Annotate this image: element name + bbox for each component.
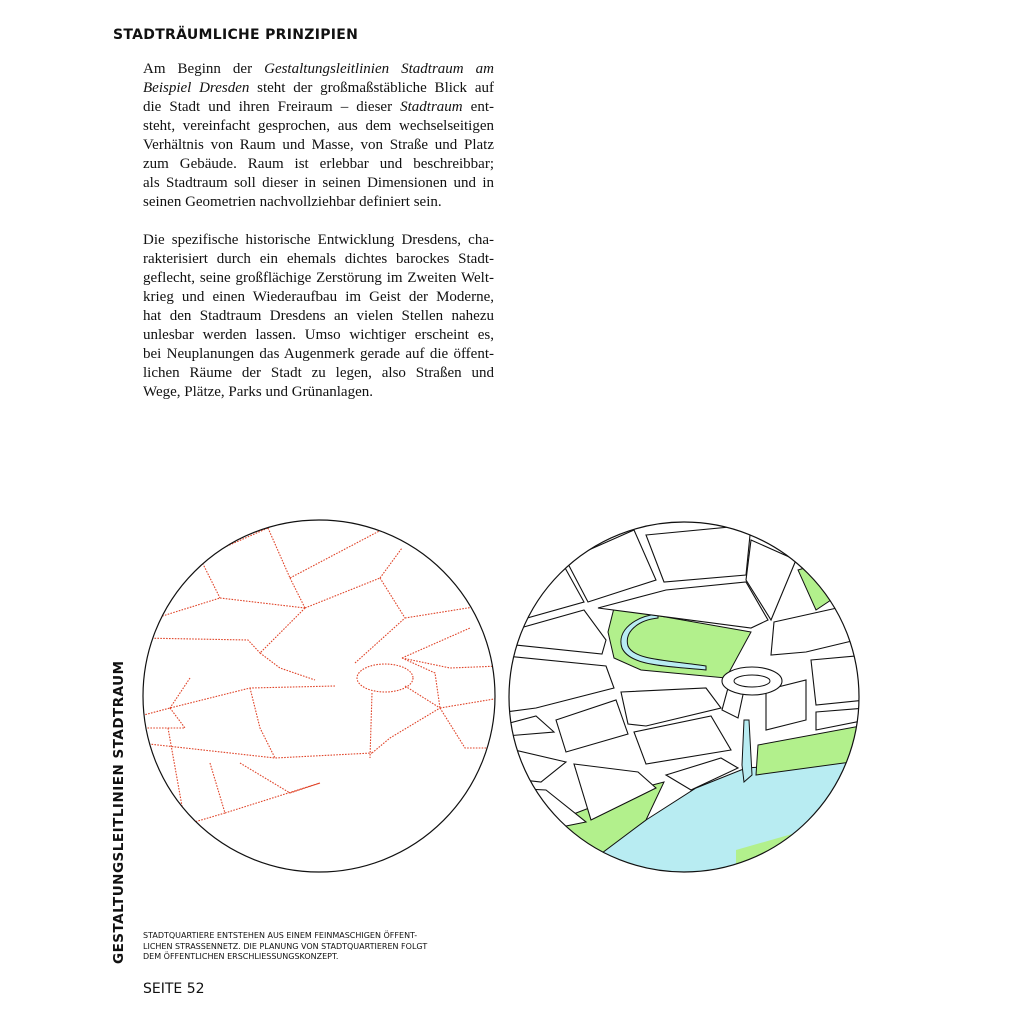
text-line: Wege, Plätze, Parks und Grünanlagen.	[143, 384, 373, 400]
text-line: als Stadtraum soll dieser in seinen Dimensionen und in	[143, 175, 494, 191]
text-line: Verhältnis von Raum und Masse, von Straße und Platz	[143, 137, 494, 153]
text-line: bei Neuplanungen das Augenmerk gerade auf die öffent-	[143, 346, 494, 362]
paragraph-1	[143, 60, 494, 212]
caption-line: STADTQUARTIERE ENTSTEHEN AUS EINEM FEINMASCHIGEN ÖFFENT-	[143, 931, 418, 940]
body-text	[143, 60, 494, 402]
text-line: Die spezifische historische Entwicklung Dresdens, cha-	[143, 232, 494, 248]
figure-caption	[143, 931, 483, 963]
italic-text: Beispiel Dresden	[143, 80, 250, 96]
italic-text: Stadtraum	[400, 99, 463, 115]
roundabout	[357, 664, 413, 692]
page-number: SEITE 52	[143, 981, 205, 997]
text-line: seinen Geometrien nachvollziehbar definiert sein.	[143, 194, 442, 210]
text-line: hat den Stadtraum Dresdens an vielen Stellen nahezu	[143, 308, 494, 324]
caption-line: LICHEN STRASSENNETZ. DIE PLANUNG VON STADTQUARTIEREN FOLGT	[143, 941, 428, 951]
caption-line: DEM ÖFFENTLICHEN ERSCHLIESSUNGSKONZEPT.	[143, 952, 339, 961]
paragraph-2	[143, 231, 494, 402]
text-line: Beispiel Dresden steht der großmaßstäbliche Blick auf	[143, 80, 494, 96]
side-title: GESTALTUNGSLEITLINIEN STADTRAUM	[111, 660, 127, 964]
text-line: steht, vereinfacht gesprochen, aus dem wechselseitigen	[143, 118, 494, 134]
text-line: krieg und einen Wiederaufbau im Geist der Moderne,	[143, 289, 494, 305]
text-line: zum Gebäude. Raum ist erlebbar und beschreibbar;	[143, 156, 494, 172]
city-plan-diagram	[506, 520, 866, 880]
italic-text: Gestaltungsleitlinien Stadtraum am	[264, 61, 495, 77]
text-line: geflecht, seine großflächige Zerstörung im Zweiten Welt-	[143, 270, 494, 286]
text-line: Am Beginn der Gestaltungsleitlinien Stadtraum am	[143, 61, 495, 77]
street-network-diagram	[140, 518, 500, 878]
map-circle-outline	[143, 520, 495, 872]
text-line: lichen Räume der Stadt zu legen, also Straßen und	[143, 365, 494, 381]
section-heading: STADTRÄUMLICHE PRINZIPIEN	[113, 27, 359, 43]
text-line: rakterisiert durch ein ehemals dichtes barockes Stadt-	[143, 251, 494, 267]
text-line: die Stadt und ihren Freiraum – dieser Stadtraum ent-	[143, 99, 494, 115]
text-line: unlesbar werden lassen. Umso wichtiger erscheint es,	[143, 327, 494, 343]
